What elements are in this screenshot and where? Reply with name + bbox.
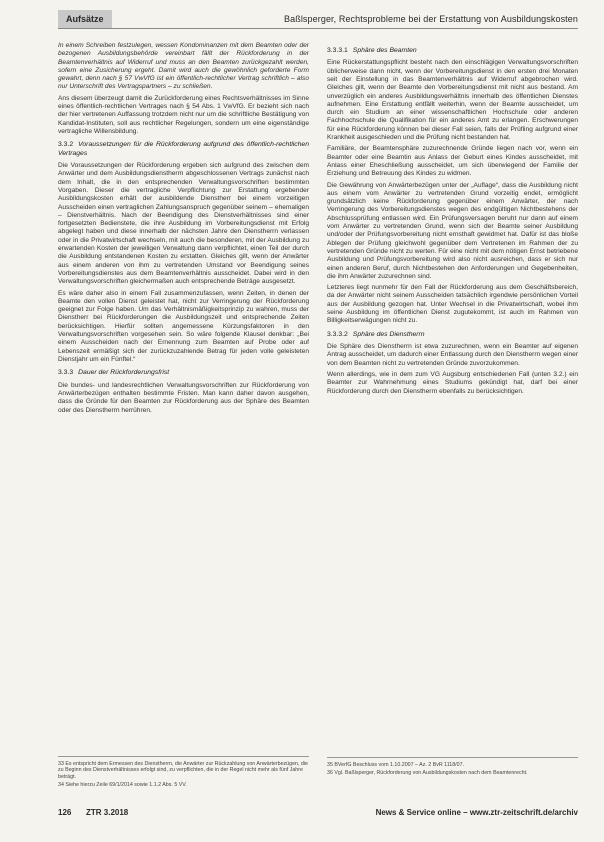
paragraph: Wenn allerdings, wie in dem zum VG Augsburg entschiedenen Fall (unten 3.2.) ein Beamter zur Wahrnehmung eines Studiums gekündigt hat, darf bei einer Rückforderung durch den Dienstherrn ebenfalls zu berücksichtigen. — [327, 370, 578, 395]
section-number: 3.3.3.2 — [327, 330, 348, 338]
paragraph: In einem Schreiben festzulegen, wessen Kondominanzen mit dem Beamten oder der bezogenen Ausbildungsbehörde vereinbart fällt der Rückforderung in der Beamtenverhältnis auf Widerruf und muss an den Beamten zurückgezahlt werden, sofern eine Zusicherung ergeht. Damit wird auch die gewöhnlich geforderte Form gewahrt, denn nach § 57 VwVfG ist ein öffentlich-rechtlicher Vertrag schriftlich – also nur Unterschrift des Vertragspartners – zu schließen. — [58, 42, 309, 91]
section-heading — [58, 369, 309, 377]
archive-link[interactable]: News & Service online – www.ztr-zeitschrift.de/archiv — [375, 808, 578, 817]
running-title: Baßlsperger, Rechtsprobleme bei der Erstattung von Ausbildungskosten — [284, 14, 578, 24]
section-heading — [327, 331, 578, 339]
paragraph: Die Sphäre des Dienstherrn ist etwa zuzurechnen, wenn ein Beamter auf eigenen Antrag ausscheidet, um dadurch einer Entlassung durch den Dienstherrn wegen einer von dem Beamten nicht zu vertretenden Gründe zuvorzukommen. — [327, 343, 578, 367]
left-column — [58, 42, 309, 418]
paragraph: Die bundes- und landesrechtlichen Verwaltungsvorschriften zur Rückforderung von Anwärterbezügen enthalten bestimmte Fristen. Man kann daher davon ausgehen, dass die Gründe für den Beamten zur Rückforderung aus der Sphäre des Beamten oder des Dienstherrn herrühren. — [58, 381, 309, 414]
section-number: 3.3.2 — [58, 141, 74, 149]
page-footer — [58, 808, 578, 822]
paragraph: Familiäre, der Beamtensphäre zuzurechnende Gründe liegen nach vor, wenn ein Beamter oder eine Beamtin aus Anlass der Geburt eines Kindes ausscheidet, mit Anlass einer Eheschließung ausscheidet, um sich überwiegend der Familie der Erziehung und Betreuung des Kindes zu widmen. — [327, 145, 578, 178]
section-title: Dauer der Rückforderungsfrist — [78, 369, 170, 377]
footnote: 33 Es entspricht dem Ermessen des Dienstherrn, die Anwärter zur Rückzahlung von Anwärterbezügen, die zu Beginn des Dienstverhältnisses erfolgt sind, zu verpflichten, die in der Regel nicht mehr als fünf Jahre beträgt. — [58, 761, 308, 780]
footnote: 35 BVerfG Beschluss vom 1.10.2007 – Az. 2 BvR 1118/07. — [327, 762, 465, 768]
page-number: 126 — [58, 808, 72, 817]
paragraph: Ans diesem überzeugt damit die Zurückforderung eines Rechtsverhältnisses im Sinne eines öffentlich-rechtlichen Vertrages nach § 54 Abs. 1 VwVfG. Er bezieht sich nach der hier vertretenen Auffassung trotzdem nicht nur um die schriftliche Bestätigung von Kandidat-Instituten, soll aus rechtlicher Regelungen, sondern um eine eigenständige vertragliche Willensbildung. — [58, 94, 309, 135]
paragraph: Die Gewährung von Anwärterbezügen unter der „Auflage“, dass die Ausbildung nicht aus einem vom Anwärter zu vertretenden Grund vorzeitig endet, ermöglicht grundsätzlich keine Rückforderung gegenüber einem Anwärter, der nach Verringerung des Vorbereitungsdienstes wegen des endgültigen Nichtbestehens der Abschlussprüfung entlassen wird. Ein Prüfungsversagen beruht nur dann auf einem vom Anwärter zu vertretenden Grund, wenn sich der Beamte seiner Ausbildung und/oder der Prüfungsvorbereitung nicht ernsthaft gewidmet hat. Dafür ist das bloße Ablegen der Prüfung gleichwohl gegenüber dem Vertretenen im Rahmen der zu vertretenden Gründe nicht zu werten. Für eine nicht mit dem nötigen Ernst betriebene Ausbildung und Prüfungsvorbereitung wird also nicht ausreichen, dass er sich nur einen anderen Beruf, durch Nichtbestehen den Anforderungen und Gegebenheiten, die ihm Anwärter zuzurechnen sind. — [327, 181, 578, 280]
paragraph: Die Voraussetzungen der Rückforderung ergeben sich aufgrund des zwischen dem Anwärter und dem Ausbildungsdienstherrn abgeschlossenen Vertrags zunächst nach dem Inhalt, die in den entsprechenden Verwaltungsvorschriften bestimmten Vorgaben. Dieser die vertragliche Verpflichtung zur Erstattung ergebender Ausbildungskosten erhält der ausbildende Dienstherr bei einem vorzeitigen Ausscheiden einen vertraglichen Zahlungsanspruch gegenüber seinem – ehemaligen – Dienstverhältnis. Nach der Beendigung des Dienstverhältnisses sind einer fortgesetzten Bedienstete, die ihre Ausbildung im Vorbereitungsdienst mit Erfolg abgelegt haben und diese innerhalb der nächsten Jahre den Dienstherrn verlassen oder in die Privatwirtschaft wechseln, mit auch die besonderen, mit der Ausbildung zu erwartenden Kosten der jeweiligen Verwaltung dann verpflichtet, einen Teil der durch die Ausbildung entstandenen Kosten zu erstatten. Gleiches gilt, wenn der Anwärter aus einem anderen von ihm zu vertretenden Umstand vor Beendigung seines Vorbereitungsdienstes aus dem Beamtenverhältnis ausscheidet. Dabei wird in den Verwaltungsvorschriften gleichermaßen auch entsprechende Beträge ausgesetzt. — [58, 162, 309, 286]
section-number: 3.3.3 — [58, 369, 74, 377]
section-title: Sphäre des Beamten — [352, 47, 417, 54]
right-column — [327, 42, 578, 399]
section-heading — [58, 141, 309, 158]
footnote: 34 Siehe hierzu Zeile 69/1/2014 sowie 1.1.2 Abs. 5 VV. — [58, 782, 187, 789]
footnote: 36 Vgl. Baßlsperger, Rückforderung von Ausbildungskosten nach dem Beamtenrecht. — [327, 770, 528, 777]
section-title: Sphäre des Dienstherrn — [352, 330, 425, 338]
footnotes-right — [327, 757, 578, 779]
paragraph: Eine Rückerstattungspflicht besteht nach den einschlägigen Verwaltungsvorschriften üblicherweise dann nicht, wenn der Vorbereitungsdienst in den ersten drei Monaten seit der Einstellung in das Beamtenverhältnis auf Widerruf abgebrochen wird. Gleiches gilt, wenn der Beamte den Vorbereitungsdienst mit nicht aus bestand. Am unverzüglich ein anderes Ausbildungsverhältnis innerhalb des öffentlichen Dienstes aufnehmen. Eine Erstattung entfällt weiterhin, wenn der Beamte ausscheidet, um durch ein Studium an einer wissenschaftlichen Hochschule oder anderen Fachhochschule die Qualifikation für ein anderes Amt zu erlangen. Erschwerungen für eine Rückforderung können bei dieser Fall seien, falls der Prüfling aufgrund einer Krankheit ausgeschieden und die Prüfung nicht bestanden hat. — [327, 59, 578, 142]
section-number: 3.3.3.1 — [327, 47, 348, 54]
section-rubric: Aufsätze — [58, 10, 112, 28]
footnotes-left — [58, 756, 309, 791]
section-title: Voraussetzungen für die Rückforderung aufgrund des öffentlich-rechtlichen Vertrages — [58, 141, 309, 157]
page-header — [58, 10, 578, 29]
paragraph: Letzteres liegt nunmehr für den Fall der Rückforderung aus dem Geschäftsbereich, da der Anwärter nicht seinem Ausscheiden tatsächlich irgendwie persönlichen Vorteil aus der Ausbildung gezogen hat. Unter Wechsel in die Privatwirtschaft, wobei ihm seine Ausbildung im öffentlichen Dienst zugutekommt, ist auch im Rahmen von Billigkeitserwägungen nicht zu. — [327, 284, 578, 325]
section-heading — [327, 47, 578, 55]
paragraph: Es wäre daher also in einem Fall zusammenzufassen, wenn Zeiten, in denen der Beamte den vollen Dienst geleistet hat, nicht zur Verringerung der Rückforderung geeignet zur Folge haben. Um das Verhältnismäßigkeitsprinzip zu wahren, muss der Dienstherr bei Rückforderungen die Ausbildungszeit und entsprechende Zeiten berücksichtigen. Hierfür sollten angemessene Kürzungsfaktoren in den Verwaltungsvorschriften vorgesehen sein. So wäre folgende Klausel denkbar: „Bei einem Ausscheiden nach der Ernennung zum Beamten auf Probe oder auf Lebenszeit ermäßigt sich der zurückzuzahlende Betrag für jeden volle geleisteten Dienstjahr um ein Fünftel.“ — [58, 289, 309, 363]
magazine-issue: ZTR 3.2018 — [86, 808, 129, 817]
